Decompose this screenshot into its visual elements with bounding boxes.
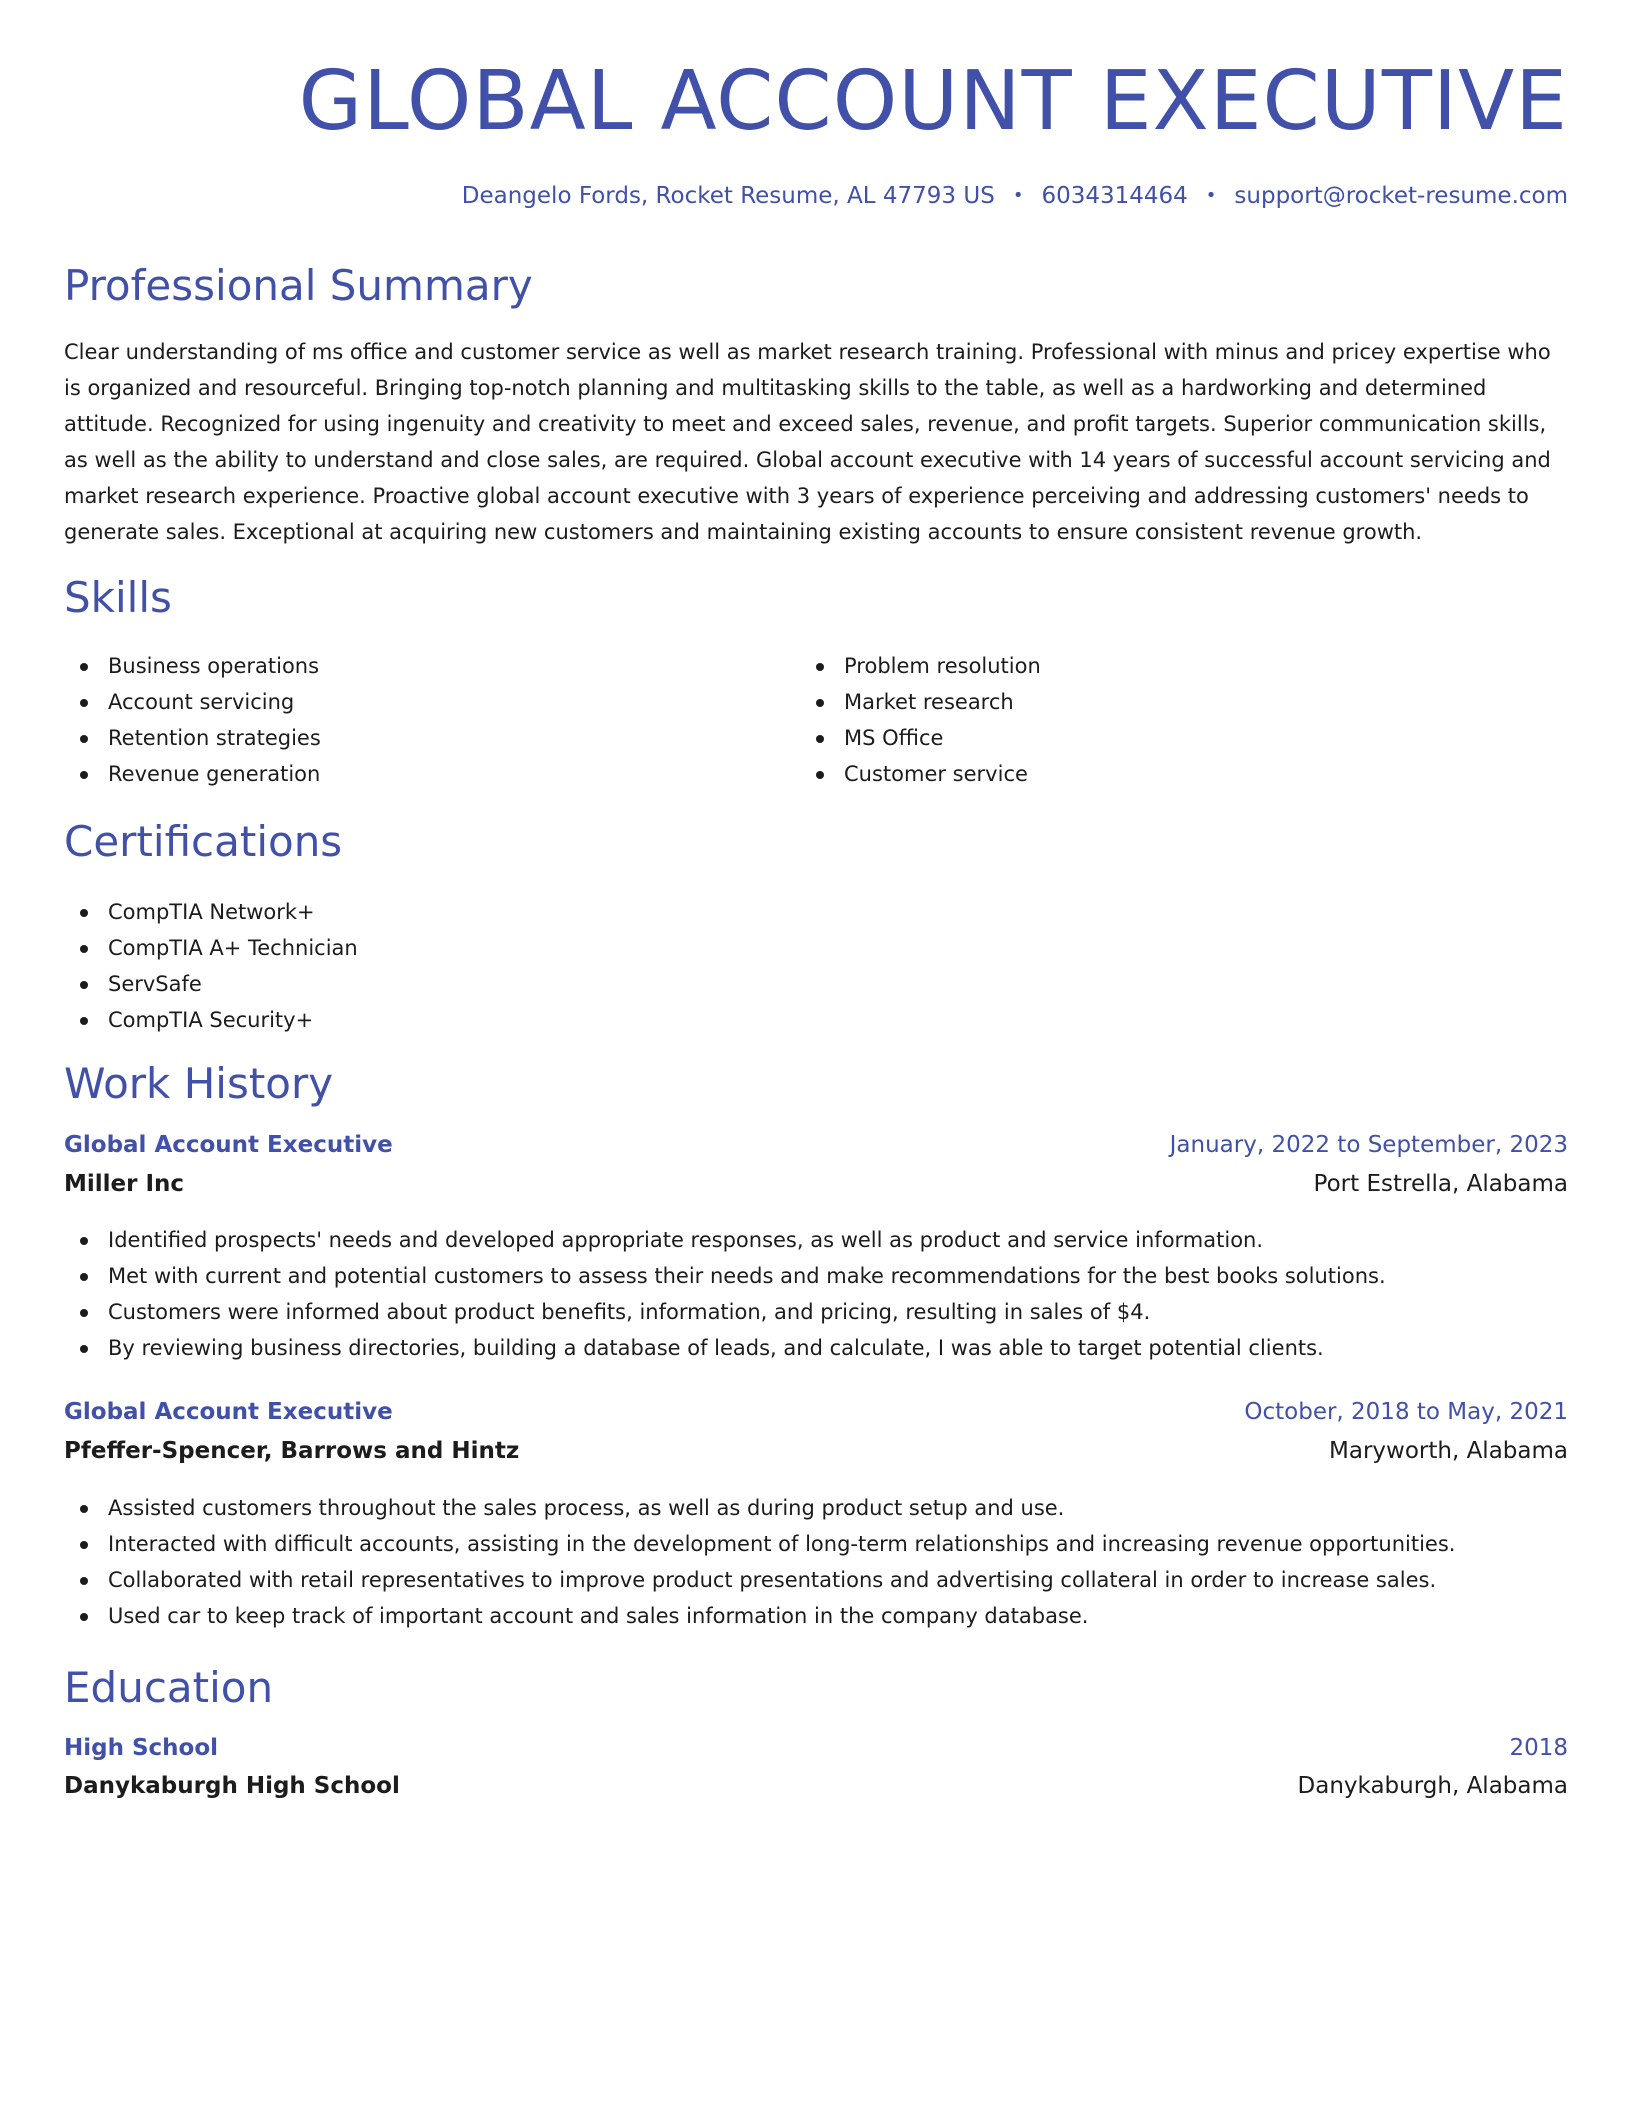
job-bullet: Identified prospects' needs and developed appropriate responses, as well as product and service information.: [64, 1222, 1386, 1258]
job-bullet: Used car to keep track of important account and sales information in the company database.: [64, 1598, 1455, 1634]
certification-item: CompTIA Security+: [64, 1002, 358, 1038]
education-year: 2018: [1509, 1735, 1568, 1761]
contact-line: [462, 180, 1568, 212]
job-bullets: [64, 1222, 1386, 1366]
contact-phone: 6034314464: [1041, 183, 1188, 209]
job-dates: January, 2022 to September, 2023: [1169, 1132, 1568, 1158]
contact-address: Deangelo Fords, Rocket Resume, AL 47793 US: [461, 183, 995, 209]
skill-item: Revenue generation: [64, 756, 764, 792]
education-location: Danykaburgh, Alabama: [1297, 1773, 1568, 1799]
job-bullet: Customers were informed about product benefits, information, and pricing, resulting in sales of $4.: [64, 1294, 1386, 1330]
job-location: Maryworth, Alabama: [1329, 1438, 1568, 1464]
job-bullet: Assisted customers throughout the sales process, as well as during product setup and use.: [64, 1490, 1455, 1526]
job-bullet: By reviewing business directories, building a database of leads, and calculate, I was able to target potential clients.: [64, 1330, 1386, 1366]
job-company-row: [64, 1171, 1568, 1197]
education-degree: High School: [64, 1735, 219, 1761]
job-bullets: [64, 1490, 1455, 1634]
contact-separator: •: [1012, 185, 1024, 206]
job-location: Port Estrella, Alabama: [1313, 1171, 1568, 1197]
education-heading: Education: [64, 1663, 274, 1712]
summary-text: Clear understanding of ms office and customer service as well as market research training. Professional with minus and pricey expertise who is organized and resourceful. Bringing top-notch planning and multitasking skills to the table, as well as a hardworking and determined attitude. Recognized for using ingenuity and creativity to meet and exceed sales, revenue, and profit targets. Superior communication skills, as well as the ability to understand and close sales, are required. Global account executive with 14 years of successful account servicing and market research experience. Proactive global account executive with 3 years of experience perceiving and addressing customers' needs to generate sales. Exceptional at acquiring new customers and maintaining existing accounts to ensure consistent revenue growth.: [64, 340, 1551, 544]
certifications-list: [64, 894, 358, 1038]
contact-email: support@rocket-resume.com: [1234, 183, 1568, 209]
contact-separator: •: [1205, 185, 1217, 206]
job-header: [64, 1132, 1568, 1158]
job-dates: October, 2018 to May, 2021: [1244, 1399, 1568, 1425]
skill-item: Retention strategies: [64, 720, 764, 756]
skills-heading: Skills: [64, 573, 172, 622]
certification-item: CompTIA Network+: [64, 894, 358, 930]
skill-item: Customer service: [800, 756, 1500, 792]
skill-item: MS Office: [800, 720, 1500, 756]
certification-item: ServSafe: [64, 966, 358, 1002]
job-company-row: [64, 1438, 1568, 1464]
summary-heading: Professional Summary: [64, 261, 533, 310]
skills-list-right: [800, 648, 1500, 792]
job-company: Pfeffer-Spencer, Barrows and Hintz: [64, 1438, 520, 1464]
work-history-heading: Work History: [64, 1059, 334, 1108]
job-company: Miller Inc: [64, 1171, 185, 1197]
job-title: Global Account Executive: [64, 1399, 393, 1425]
skills-list-left: [64, 648, 764, 792]
education-school: Danykaburgh High School: [64, 1773, 400, 1799]
certification-item: CompTIA A+ Technician: [64, 930, 358, 966]
education-school-row: [64, 1773, 1568, 1799]
job-bullet: Met with current and potential customers to assess their needs and make recommendations for the best books solutions.: [64, 1258, 1386, 1294]
skill-item: Account servicing: [64, 684, 764, 720]
job-bullet: Interacted with difficult accounts, assisting in the development of long-term relationships and increasing revenue opportunities.: [64, 1526, 1455, 1562]
skill-item: Problem resolution: [800, 648, 1500, 684]
skill-item: Market research: [800, 684, 1500, 720]
job-bullet: Collaborated with retail representatives to improve product presentations and advertising collateral in order to increase sales.: [64, 1562, 1455, 1598]
skill-item: Business operations: [64, 648, 764, 684]
job-header: [64, 1399, 1568, 1425]
job-title: Global Account Executive: [64, 1132, 393, 1158]
resume-title: GLOBAL ACCOUNT EXECUTIVE: [298, 54, 1568, 149]
certifications-heading: Certifications: [64, 817, 343, 866]
education-header: [64, 1735, 1568, 1761]
